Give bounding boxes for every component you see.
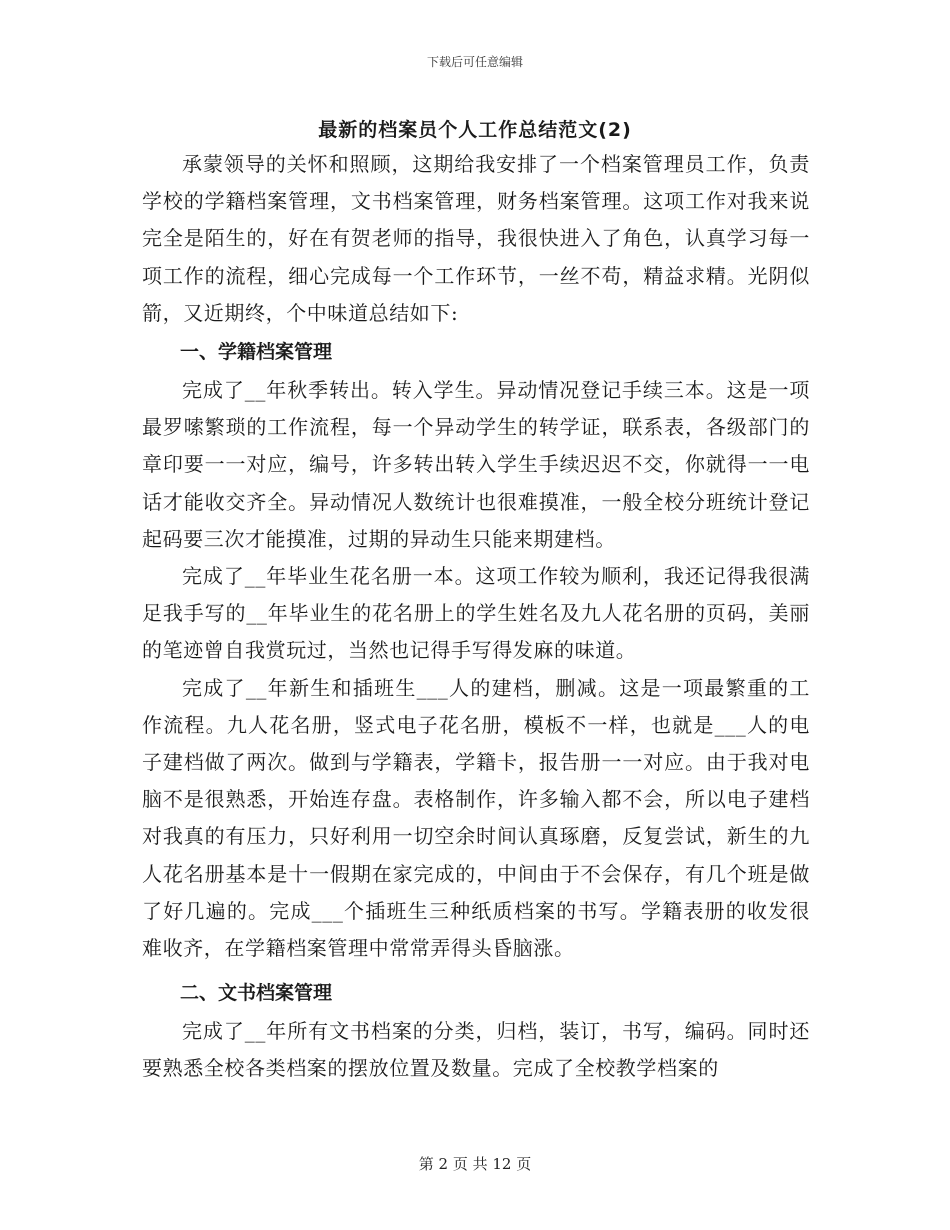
intro-paragraph: 承蒙领导的关怀和照顾，这期给我安排了一个档案管理员工作，负责学校的学籍档案管理，文书档案管理，财务档案管理。这项工作对我来说完全是陌生的，好在有贺老师的指导，我很快进入了角色，认真学习每一项工作的流程，细心完成每一个工作环节，一丝不苟，精益求精。光阴似箭，又近期终，个中味道总结如下: — [142, 152, 810, 325]
section-heading-student-records: 一、学籍档案管理 — [180, 341, 333, 364]
page-number: 第 2 页 共 12 页 — [418, 1155, 532, 1173]
paragraph-transfers: 完成了__年秋季转出。转入学生。异动情况登记手续三本。这是一项最罗嗦繁琐的工作流程，每一个异动学生的转学证，联系表，各级部门的章印要一一对应，编号，许多转出转入学生手续迟迟不交，你就得一一电话才能收交齐全。异动情况人数统计也很难摸准，一般全校分班统计登记起码要三次才能摸准，过期的异动生只能来期建档。 — [142, 378, 810, 551]
section-heading-document-records: 二、文书档案管理 — [180, 982, 333, 1005]
document-body — [142, 146, 810, 1088]
page-title: 最新的档案员个人工作总结范文(2) — [318, 119, 632, 141]
paragraph-document-filing: 完成了__年所有文书档案的分类，归档，装订，书写，编码。同时还要熟悉全校各类档案的摆放位置及数量。完成了全校教学档案的 — [142, 1019, 810, 1081]
paragraph-new-student-filing: 完成了__年新生和插班生___人的建档，删减。这是一项最繁重的工作流程。九人花名册，竖式电子花名册，模板不一样，也就是___人的电子建档做了两次。做到与学籍表，学籍卡，报告册一一对应。由于我对电脑不是很熟悉，开始连存盘。表格制作，许多输入都不会，所以电子建档对我真的有压力，只好利用一切空余时间认真琢磨，反复尝试，新生的九人花名册基本是十一假期在家完成的，中间由于不会保存，有几个班是做了好几遍的。完成___个插班生三种纸质档案的书写。学籍表册的收发很难收齐，在学籍档案管理中常常弄得头昏脑涨。 — [142, 675, 810, 961]
paragraph-graduate-roster: 完成了__年毕业生花名册一本。这项工作较为顺利，我还记得我很满足我手写的__年毕业生的花名册上的学生姓名及九人花名册的页码，美丽的笔迹曾自我赏玩过，当然也记得手写得发麻的味道。 — [142, 564, 810, 663]
header-note: 下载后可任意编辑 — [426, 55, 523, 69]
